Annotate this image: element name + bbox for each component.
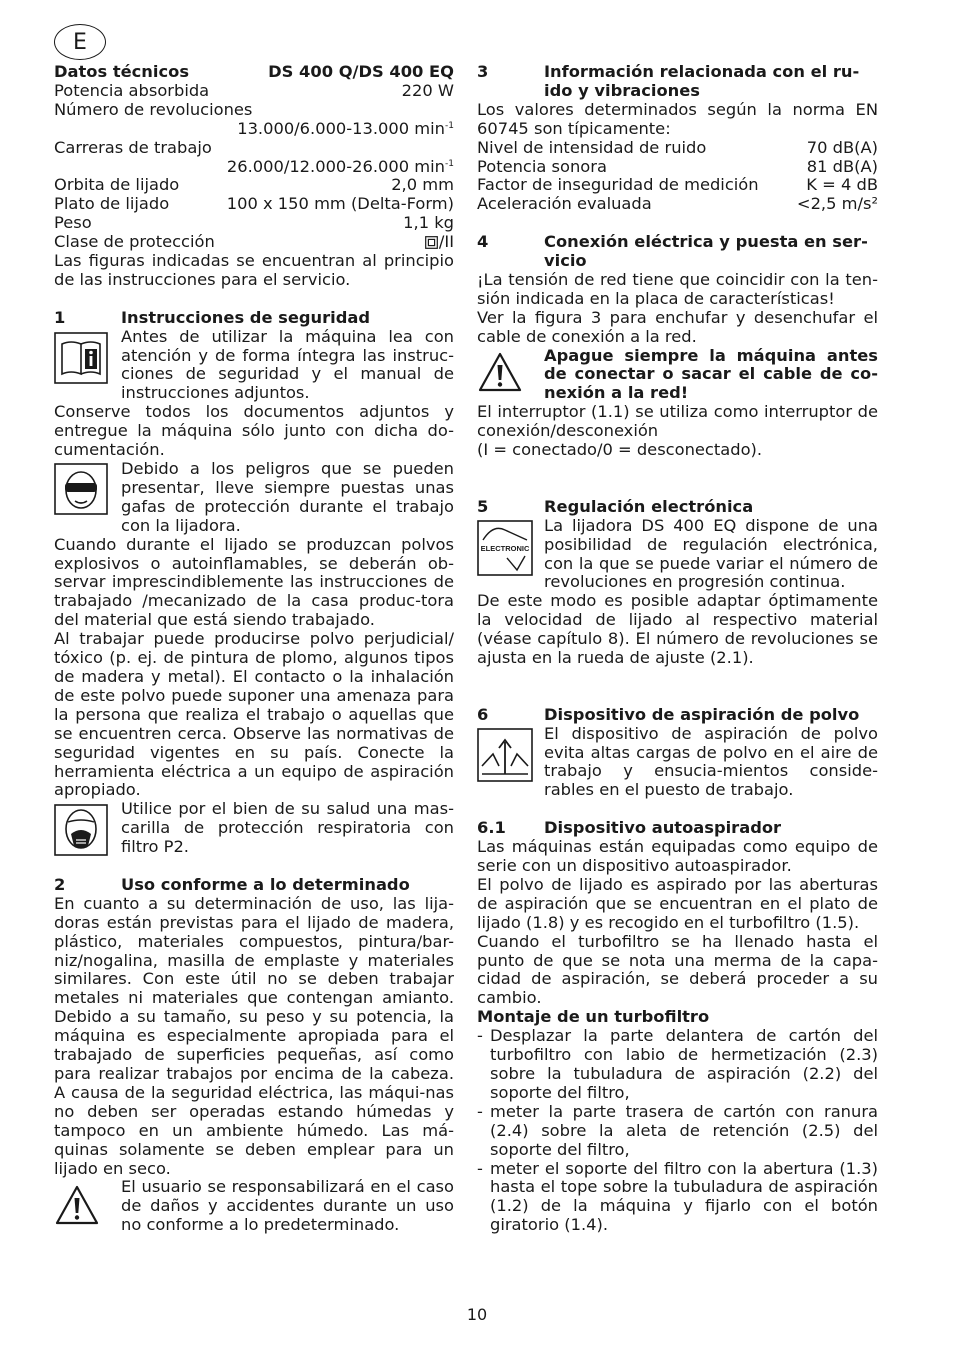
read-manual-icon [54,332,108,384]
section-6-heading: 6 Dispositivo de aspiración de polvo [477,704,860,724]
tech-note: Las figuras indicadas se encuentran al principio de las instrucciones para el servicio. [54,251,454,289]
tech-row: Peso 1,1 kg [54,213,454,233]
tech-model: DS 400 Q/DS 400 EQ [268,62,454,81]
list-item: - Desplazar la parte delantera de cartón del turbofiltro con labio de hermetización (2.3) sobre la tubuladura de aspiración (2.2) del soporte del filtro, [477,1027,878,1103]
tech-row: Plato de lijado 100 x 150 mm (Delta-Form) [54,194,454,214]
noise-row: Factor de inseguridad de medición K = 4 dB [477,175,878,195]
montaje-title: Montaje de un turbofiltro [477,1007,710,1027]
safety-goggles-icon [54,463,108,515]
noise-row: Potencia sonora 81 dB(A) [477,156,878,176]
protection-class-ii-icon [425,236,438,249]
electronic-icon [477,520,533,576]
section-4-heading: 4 Conexión eléctrica y puesta en ser-vicio [477,232,868,271]
warning-triangle-icon [54,1184,100,1226]
tech-row: Número de revoluciones 13.000/6.000-13.000 $\min^{-1}$ [54,99,454,138]
dust-extraction-icon [477,728,533,782]
svg-text:ELECTRONIC: ELECTRONIC [480,543,530,553]
respirator-mask-icon [54,804,108,856]
tech-row: Carreras de trabajo 26.000/12.000-26.000 $\min^{-1}$ [54,137,454,176]
noise-row: Nivel de intensidad de ruido 70 dB(A) [477,137,878,157]
list-item: - meter el soporte del filtro con la abertura (1.3) hasta el tope sobre la tubuladura de aspiración (1.2) de la máquina y fijarlo con el botón giratorio (1.4). [477,1160,878,1236]
tech-header [54,63,454,82]
section-6-1-heading: 6.1 Dispositivo autoaspirador [477,818,782,838]
noise-row: Aceleración evaluada <2,5 m/s² [477,194,878,214]
tech-row: Potencia absorbida 220 W [54,80,454,100]
section-5-heading: 5 Regulación electrónica [477,496,754,516]
page-number: 10 [466,1305,488,1324]
section-2-heading: 2 Uso conforme a lo determinado [54,874,410,894]
tech-row: Clase de protección /II [54,232,454,252]
tech-title: Datos técnicos [54,62,190,81]
section-1-heading: 1 Instrucciones de seguridad [54,307,371,327]
list-item: - meter la parte trasera de cartón con ranura (2.4) sobre la aleta de retención (2.5) del soporte del filtro, [477,1103,878,1160]
tech-row: Orbita de lijado 2,0 mm [54,175,454,195]
right-column: 3 Información relacionada con el ru-ido y vibraciones Los valores determinados según la norma EN 60745 son típicamente: Nivel de intensidad de ruido 70 dB(A) Potencia sonora 81 dB(A) Factor de inseguridad de medición K = 4 dB Aceleración evaluada <2,5 m/s² 4 Conexión eléctrica y puesta en ser-vicio ¡La tensión de red tiene que coincidir con la ten-sión indicada en la placa de características! Ver la figura 3 para enchufar y desenchufar el cable de conexión a la red. Apague siempre la máquina antes de conectar o sacar el cable de co-nexión a la red! El interruptor (1.1) se utiliza como interruptor de conexión/desconexión (I = conectado/0 = desconectado). 5 Regulación electrónica ELECTRONIC La lijadora DS 400 EQ dispone de una posibilidad de regulación electrónica, con la que se puede variar el número de revoluciones en progresión continua. De este modo es posible adaptar óptimamente la velocidad de lijado al respectivo material (véase capítulo 8). El número de revoluciones se ajusta en la rueda de ajuste (2.1). 6 Dispositivo de aspiración de polvo El dispositivo de aspiración de polvo evita altas cargas de polvo en el aire de trabajo y ensucia-mientos conside-rables en el puesto de trabajo. 6.1 Dispositivo autoaspirador Las máquinas están equipadas como equipo de serie con un dispositivo autoaspirador. El polvo de lijado es aspirado por las aberturas de aspiración que se encuentran en el plato de lijado (1.8) y es recogido en el turbofiltro (1.5). Cuando el turbofiltro se ha llenado hasta el punto de que se nota una merma de la capa-cidad de aspiración, se deberá proceder a su cambio. Montaje de un turbofiltro - Desplazar la parte delantera de cartón del turbofiltro con labio de hermetización (2.3) sobre la tubuladura de aspiración (2.2) del soporte del filtro, - meter la parte trasera de cartón con ranura (2.4) sobre la aleta de retención (2.5) del soporte del filtro, - meter el soporte del filtro con la abertura (1.3) hasta el tope sobre la tubuladura de aspiración (1.2) de la máquina y fijarlo con el botón giratorio (1.4). [477,63,878,1235]
section-3-heading: 3 Información relacionada con el ru-ido y vibraciones [477,62,860,100]
montaje-steps [477,1027,878,1235]
left-column: Datos técnicos DS 400 Q/DS 400 EQ Potencia absorbida 220 W Número de revoluciones 13.000/6.000-13.000 $\min^{-1}$ Carreras de trabajo 26.000/12.000-26.000 $\min^{-1}$ Orbita de lijado 2,0 mm Plato de lijado 100 x 150 mm (Delta-Form) Peso 1,1 kg Clase de protección /II Las figuras indicadas se encuentran al principio de las instrucciones para el servicio. 1 Instrucciones de seguridad Antes de utilizar la máquina lea con atención y de forma íntegra las instruc-ciones de seguridad y el manual de instrucciones adjuntos. Conserve todos los documentos adjuntos y entregue la máquina sólo junto con dicha do-cumentación. Debido a los peligros que se pueden presentar, lleve siempre puestas unas gafas de protección durante el trabajo con la lijadora. Cuando durante el lijado se produzcan polvos explosivos o autoinflamables, se deberán ob-servar imprescindiblemente las instrucciones de trabajado /mecanizado de la casa produc-tora del material que está siendo trabajado. Al trabajar puede producirse polvo perjudicial/ tóxico (p. ej. de pintura de plomo, algunos tipos de madera y metal). El contacto o la inhalación de este polvo puede suponer una amenaza para la persona que realiza el trabajo o aquellas que se encuentren cerca. Observe las normativas de seguridad vigentes en su país. Conecte la herramienta eléctrica a un equipo de aspiración apropiado. Utilice por el bien de su salud una mas-carilla de protección respiratoria con filtro P2. 2 Uso conforme a lo determinado En cuanto a su determinación de uso, las lija-doras están previstas para el lijado de madera, plástico, materiales compuestos, pintura/bar-niz/nogalina, masilla de emplaste y materiales similares. Con este útil no se deben trabajar metales ni materiales que contengan amianto. Debido a su tamaño, su peso y su potencia, la máquina es especialmente apropiada para el trabajado de superficies pequeñas, así como para realizar trabajos por encima de la cabeza. A causa de la seguridad eléctrica, las máqui-nas no deben ser operadas estando húmedas y tampoco en un ambiente húmedo. Las má-quinas solamente se deben emplear para un lijado en seco. El usuario se responsabilizará en el caso de daños y accidentes durante un uso no conforme a lo predeterminado. [54,62,454,1235]
warning-triangle-icon [477,351,523,393]
language-badge: E [54,24,106,60]
